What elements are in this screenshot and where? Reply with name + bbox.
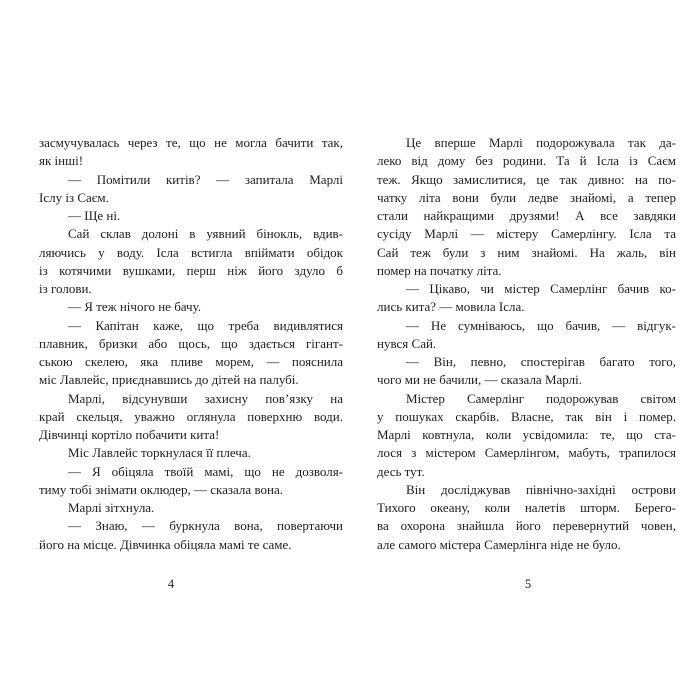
text-column-right	[377, 134, 676, 554]
text-line: його на місце. Дівчинка обіцяла мамі те саме.	[39, 536, 292, 552]
text-line: чатку літа вони були ледве знайомі, а тепер	[377, 189, 676, 205]
text-line: помер на початку літа.	[377, 262, 502, 278]
text-line: у пошуках скарбів. Власне, так він і помер.	[377, 408, 676, 424]
text-line: — Знаю, — буркнула вона, повертаючи	[68, 518, 343, 534]
text-line: лося з містером Самерлінгом, мабуть, трапилося	[377, 445, 676, 461]
text-line: Тихого океану, коли налетів шторм. Берего-	[377, 500, 676, 515]
text-line: як інші!	[39, 153, 84, 169]
text-line: леко від дому без родини. Та й Ісла із Саєм	[377, 153, 676, 169]
text-line: тиму тобі знімати оклюдер, — сказала вона.	[39, 481, 283, 497]
page-number-left: 4	[167, 577, 175, 591]
text-line: плавник, бризки або щось, що здається гігант-	[39, 335, 343, 351]
text-line: із голови.	[39, 281, 92, 296]
text-line: десь тут.	[377, 463, 425, 479]
text-line: ва охорона знайшла його перевернутий човен,	[377, 518, 676, 534]
text-line: — Він, певно, спостерігав багато того,	[406, 354, 676, 369]
text-line: Сай склав долоні в уявний бінокль, вдив-	[68, 226, 343, 242]
text-line: сусіду Марлі — містеру Самерлінгу. Ісла та	[377, 226, 676, 242]
text-line: ською скелею, яка пливе морем, — пояснила	[39, 354, 343, 369]
text-line: — Не сумніваюсь, що бачив, — відгук-	[406, 317, 676, 333]
text-line: — Цікаво, чи містер Самерлінг бачив ко-	[406, 281, 676, 296]
text-line: Марлі ковтнула, коли усвідомила: те, що ста-	[377, 427, 676, 442]
text-line: — Капітан каже, що треба видивлятися	[68, 317, 343, 333]
text-line: із котячими вушками, перш ніж його здуло б	[39, 262, 343, 278]
book-page-right	[350, 0, 700, 700]
text-line: Це вперше Марлі подорожувала так да-	[406, 135, 676, 150]
text-line: ляючись у воду. Ісла встигла впіймати обідок	[39, 244, 343, 260]
text-line: засмучувалась через те, що не могла бачити так,	[39, 135, 343, 150]
text-line: Він досліджував північно-західні острови	[406, 481, 676, 497]
text-line: край скельця, уважно оглянула поверхню води.	[39, 408, 343, 424]
text-line: — Ще ні.	[68, 208, 121, 223]
text-line: Марлі зітхнула.	[68, 500, 155, 515]
text-line: чого ми не бачили, — сказала Марлі.	[377, 372, 582, 388]
text-line: — Я теж нічого не бачу.	[68, 299, 202, 315]
text-line: теж. Якщо замислитися, це так дивно: на по-	[377, 171, 676, 187]
text-line: нувся Сай.	[377, 335, 437, 351]
text-line: Іслу із Саєм.	[39, 189, 109, 205]
text-line: Містер Самерлінг подорожував світом	[406, 390, 676, 406]
text-line: лись кита? — мовила Ісла.	[377, 299, 525, 315]
text-line: Марлі, відсунувши захисну пов’язку на	[68, 390, 343, 406]
text-line: стали найкращими друзями! А все завдяки	[377, 208, 676, 223]
text-line: — Помітили китів? — запитала Марлі	[68, 171, 343, 187]
text-line: Дівчинці кортіло побачити кита!	[39, 427, 220, 442]
text-line: Сай теж були з ним знайомі. На жаль, він	[377, 244, 676, 260]
text-line: — Я обіцяла твоїй мамі, що не дозволя-	[68, 463, 343, 479]
text-line: Міс Лавлейс торкнулася її плеча.	[68, 445, 251, 461]
text-line: міс Лавлейс, приєднавшись до дітей на палубі.	[39, 372, 299, 388]
text-column-left	[39, 134, 343, 554]
page-number-right: 5	[524, 577, 532, 591]
text-line: але самого містера Самерлінга ніде не було.	[377, 536, 621, 552]
